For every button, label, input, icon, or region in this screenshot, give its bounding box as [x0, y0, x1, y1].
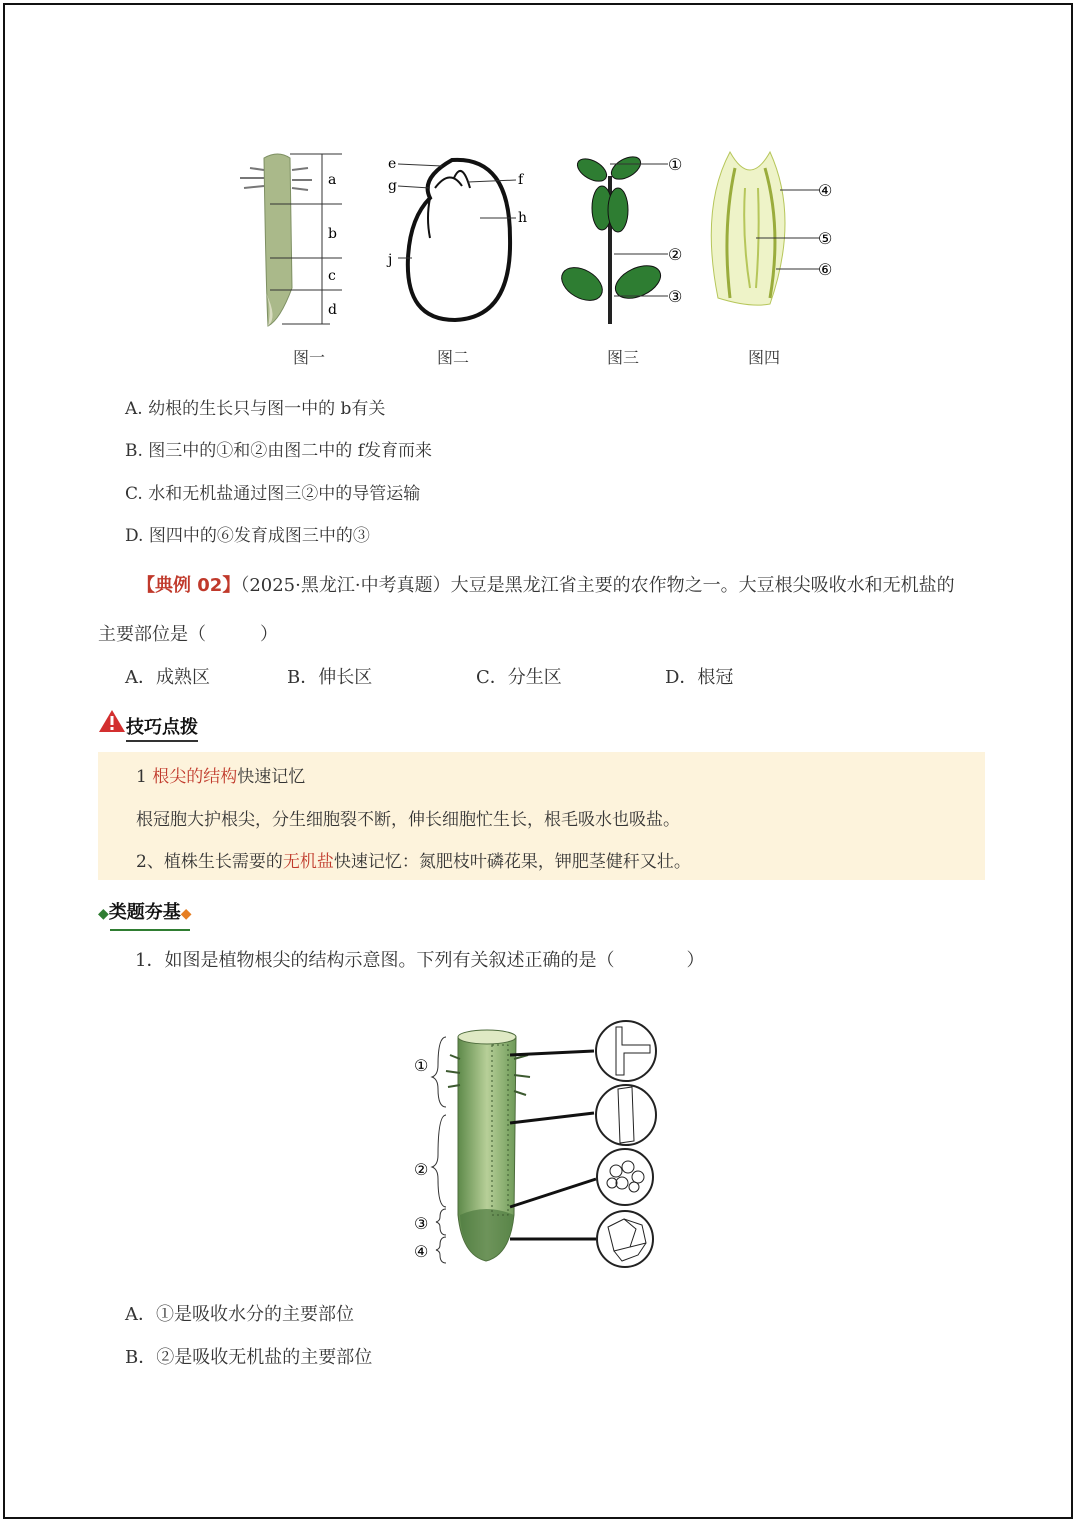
fig3-label-1: ①	[668, 155, 683, 174]
fig1-label-c: c	[328, 268, 336, 284]
figure-row-diagrams	[230, 148, 850, 378]
practice-q1-stem: 1．如图是植物根尖的结构示意图。下列有关叙述正确的是（ ）	[135, 950, 705, 971]
diamond-left-icon: ◆	[98, 906, 109, 922]
fig3-label-3: ③	[668, 287, 683, 306]
diamond-right-icon: ◆	[180, 906, 192, 922]
root-label-1: ①	[414, 1056, 429, 1075]
cell-detail-circles	[596, 1021, 656, 1267]
ex2-option-d: D．根冠	[665, 667, 734, 688]
fig2-label-j: j	[388, 252, 393, 268]
ex2-option-a: A．成熟区	[125, 667, 210, 688]
tips-line3-highlight: 无机盐	[282, 852, 334, 872]
root-label-4: ④	[414, 1242, 429, 1261]
region-braces	[432, 1037, 446, 1263]
ex1-option-b: B. 图三中的①和②由图二中的 f发育而来	[125, 441, 432, 461]
ex1-option-a: A. 幼根的生长只与图一中的 b有关	[125, 399, 386, 419]
fig3-caption: 图三	[607, 348, 640, 367]
tips-line2: 根冠胞大护根尖，分生细胞裂不断，伸长细胞忙生长，根毛吸水也吸盐。	[136, 810, 680, 830]
ex1-option-c: C. 水和无机盐通过图三②中的导管运输	[125, 484, 421, 504]
tips-line3-prefix: 2、植株生长需要的	[136, 852, 283, 872]
tips-heading: 技巧点拨	[126, 713, 198, 742]
fig2-seed	[398, 160, 516, 320]
fig2-label-f: f	[518, 172, 524, 188]
fig1-root-tip	[240, 154, 342, 326]
tips-line1-prefix: 1	[136, 767, 153, 787]
root-label-2: ②	[414, 1160, 429, 1179]
ex1-option-d: D. 图四中的⑥发育成图三中的③	[125, 526, 370, 546]
tips-line3-suffix: 快速记忆：氮肥枝叶磷花果，钾肥茎健秆又壮。	[333, 852, 691, 872]
ex2-stem-line2: 主要部位是（ ）	[98, 624, 278, 645]
ex2-stem-line1	[137, 571, 955, 597]
ex2-option-b: B．伸长区	[287, 667, 373, 688]
fig2-label-g: g	[388, 178, 397, 194]
warning-icon	[98, 708, 126, 734]
practice-option-b: B．②是吸收无机盐的主要部位	[125, 1347, 373, 1368]
fig1-label-d: d	[328, 302, 337, 318]
fig4-caption: 图四	[748, 348, 781, 367]
fig1-label-a: a	[328, 172, 337, 188]
fig3-label-2: ②	[668, 245, 683, 264]
ex2-option-c: C．分生区	[476, 667, 562, 688]
tips-line1	[136, 762, 305, 787]
fig1-caption: 图一	[293, 348, 326, 367]
tips-line1-highlight: 根尖的结构	[152, 767, 238, 787]
fig2-label-e: e	[388, 156, 397, 172]
fig2-caption: 图二	[437, 348, 470, 367]
fig3-seedling	[556, 152, 668, 324]
practice-heading: 类题夯基	[108, 902, 181, 923]
tips-line3	[136, 847, 691, 872]
root-label-3: ③	[414, 1214, 429, 1233]
tips-line1-suffix: 快速记忆	[237, 767, 306, 787]
root-tip-structure-figure	[410, 1015, 670, 1275]
fig4-label-4: ④	[818, 181, 833, 200]
fig2-label-h: h	[518, 210, 528, 226]
tips-box	[98, 752, 985, 880]
practice-heading-row	[98, 898, 192, 924]
fig4-bud	[711, 152, 820, 305]
ex2-stem-text: （2025·黑龙江·中考真题）大豆是黑龙江省主要的农作物之一。大豆根尖吸收水和无机盐的	[240, 575, 955, 596]
fig4-label-6: ⑥	[818, 260, 833, 279]
practice-option-a: A．①是吸收水分的主要部位	[125, 1304, 354, 1325]
practice-underline	[110, 929, 190, 931]
ex2-tag: 【典例 02】	[137, 575, 241, 596]
root-tip-body	[446, 1030, 530, 1261]
fig4-label-5: ⑤	[818, 229, 833, 248]
fig1-label-b: b	[328, 226, 337, 242]
pointer-lines	[510, 1051, 596, 1239]
